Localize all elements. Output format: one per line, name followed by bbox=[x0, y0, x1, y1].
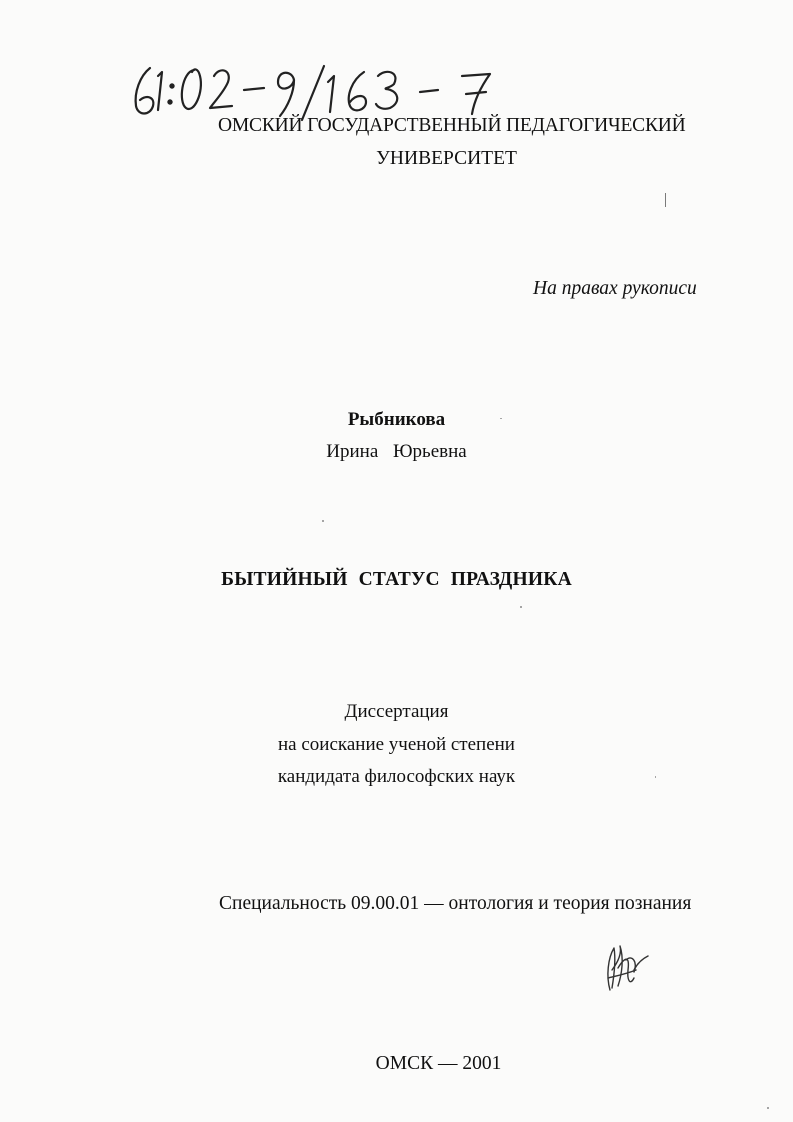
degree-line-2: на соискание ученой степени bbox=[278, 734, 515, 755]
university-name-line-2: УНИВЕРСИТЕТ bbox=[376, 148, 517, 169]
scan-speck bbox=[655, 776, 656, 778]
author-given-names: Ирина Юрьевна bbox=[326, 441, 467, 462]
scan-speck bbox=[500, 418, 502, 419]
signature bbox=[600, 940, 652, 996]
degree-line-3: кандидата философских наук bbox=[277, 766, 516, 787]
archive-code-text bbox=[128, 124, 129, 125]
scan-speck bbox=[767, 1107, 769, 1109]
signature-drawing bbox=[600, 940, 652, 996]
scan-speck bbox=[520, 606, 522, 608]
author-surname: Рыбникова bbox=[347, 409, 446, 430]
city-year: ОМСК — 2001 bbox=[375, 1053, 502, 1074]
dissertation-title: БЫТИЙНЫЙ СТАТУС ПРАЗДНИКА bbox=[221, 569, 572, 590]
degree-line-1: Диссертация bbox=[344, 701, 449, 722]
rights-note: На правах рукописи bbox=[533, 278, 697, 299]
university-name-line-1: ОМСКИЙ ГОСУДАРСТВЕННЫЙ ПЕДАГОГИЧЕСКИЙ bbox=[218, 115, 686, 136]
specialty-line: Специальность 09.00.01 — онтология и теория познания bbox=[219, 893, 692, 914]
scan-speck bbox=[322, 520, 324, 522]
margin-mark bbox=[665, 193, 666, 207]
